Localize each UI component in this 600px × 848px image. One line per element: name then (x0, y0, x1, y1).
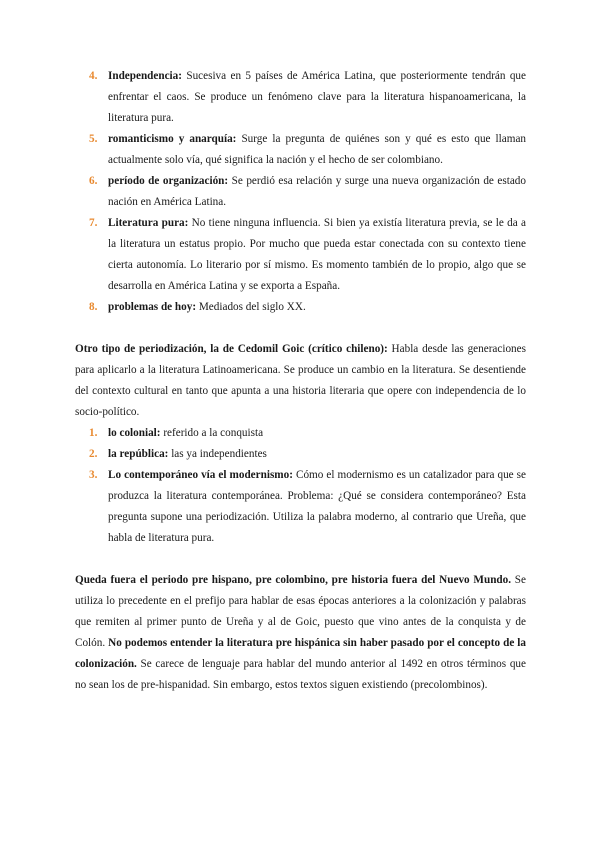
prehispanic-emphasis: No podemos entender la literatura pre hispánica sin haber pasado por el concepto de la colonización. (75, 637, 526, 670)
periods-list-goic (75, 423, 526, 549)
prehispanic-text-2: Se carece de lenguaje para hablar del mundo anterior al 1492 en otros términos que no sean los de pre-hispanidad. Sin embargo, estos textos siguen existiendo (precolombinos). (75, 658, 526, 691)
spacer (75, 549, 526, 570)
list-item (75, 66, 526, 129)
list-number: 6. (89, 175, 98, 187)
periods-list-ureña (75, 66, 526, 318)
list-item (75, 213, 526, 297)
list-item (75, 297, 526, 318)
spacer (75, 318, 526, 339)
list-item-text: Surge la pregunta de quiénes son y qué es esto que llaman actualmente solo vía, qué significa la nación y el hecho de ser colombiano. (108, 133, 526, 166)
list-item (75, 129, 526, 171)
list-item (75, 444, 526, 465)
prehispanic-text-1: Se utiliza lo precedente en el prefijo para hablar de esas épocas anteriores a la colonización y palabras que remiten al primer punto de Ureña y al de Goic, puesto que vino antes de la conquista y de Colón. (75, 574, 526, 649)
list-number: 5. (89, 133, 98, 145)
goic-text: Habla desde las generaciones para aplicarlo a la literatura Latinoamericana. Se produce un cambio en la literatura. Se desentiende del contexto cultural en tanto que apunta a una historia literaria que opere con independencia de lo socio-político. (75, 343, 526, 418)
list-item-text: No tiene ninguna influencia. Si bien ya existía literatura previa, se le da a la literatura un estatus propio. Por mucho que pueda estar conectada con su contexto tiene cierta autonomía. Lo literario por sí mismo. Es momento también de lo propio, algo que se desarrolla en América Latina y se exporta a España. (108, 217, 526, 292)
list-number: 2. (89, 448, 98, 460)
list-item-term: Independencia: (108, 70, 182, 82)
list-item-term: problemas de hoy: (108, 301, 197, 313)
list-number: 8. (89, 301, 98, 313)
list-item (75, 465, 526, 549)
list-item (75, 171, 526, 213)
list-item-term: período de organización: (108, 175, 229, 187)
list-number: 3. (89, 469, 98, 481)
list-item-text: Se perdió esa relación y surge una nueva organización de estado nación en América Latina. (108, 175, 526, 208)
list-item-text: referido a la conquista (160, 427, 264, 439)
prehispanic-heading: Queda fuera el periodo pre hispano, pre colombino, pre historia fuera del Nuevo Mundo. (75, 574, 512, 586)
prehispanic-paragraph (75, 570, 526, 696)
list-item-text: Sucesiva en 5 países de América Latina, que posteriormente tendrán que enfrentar el caos. Se produce un fenómeno clave para la literatura hispanoamericana, la literatura pura. (108, 70, 526, 124)
list-item (75, 423, 526, 444)
document-page (75, 66, 526, 696)
list-item-term: lo colonial: (108, 427, 161, 439)
goic-heading: Otro tipo de periodización, la de Cedomil Goic (crítico chileno): (75, 343, 388, 355)
list-item-text: Cómo el modernismo es un catalizador para que se produzca la literatura contemporánea. Problema: ¿Qué se considera contemporáneo? Esta pregunta supone una periodización. Utiliza la palabra moderno, al contrario que Ureña, que habla de literatura pura. (108, 469, 527, 544)
list-item-term: Lo contemporáneo vía el modernismo: (108, 469, 293, 481)
list-number: 1. (89, 427, 98, 439)
list-item-text: Mediados del siglo XX. (196, 301, 306, 313)
list-number: 4. (89, 70, 98, 82)
list-item-term: Literatura pura: (108, 217, 189, 229)
list-item-term: romanticismo y anarquía: (108, 133, 237, 145)
goic-paragraph (75, 339, 526, 423)
list-number: 7. (89, 217, 98, 229)
list-item-term: la república: (108, 448, 169, 460)
list-item-text: las ya independientes (168, 448, 267, 460)
